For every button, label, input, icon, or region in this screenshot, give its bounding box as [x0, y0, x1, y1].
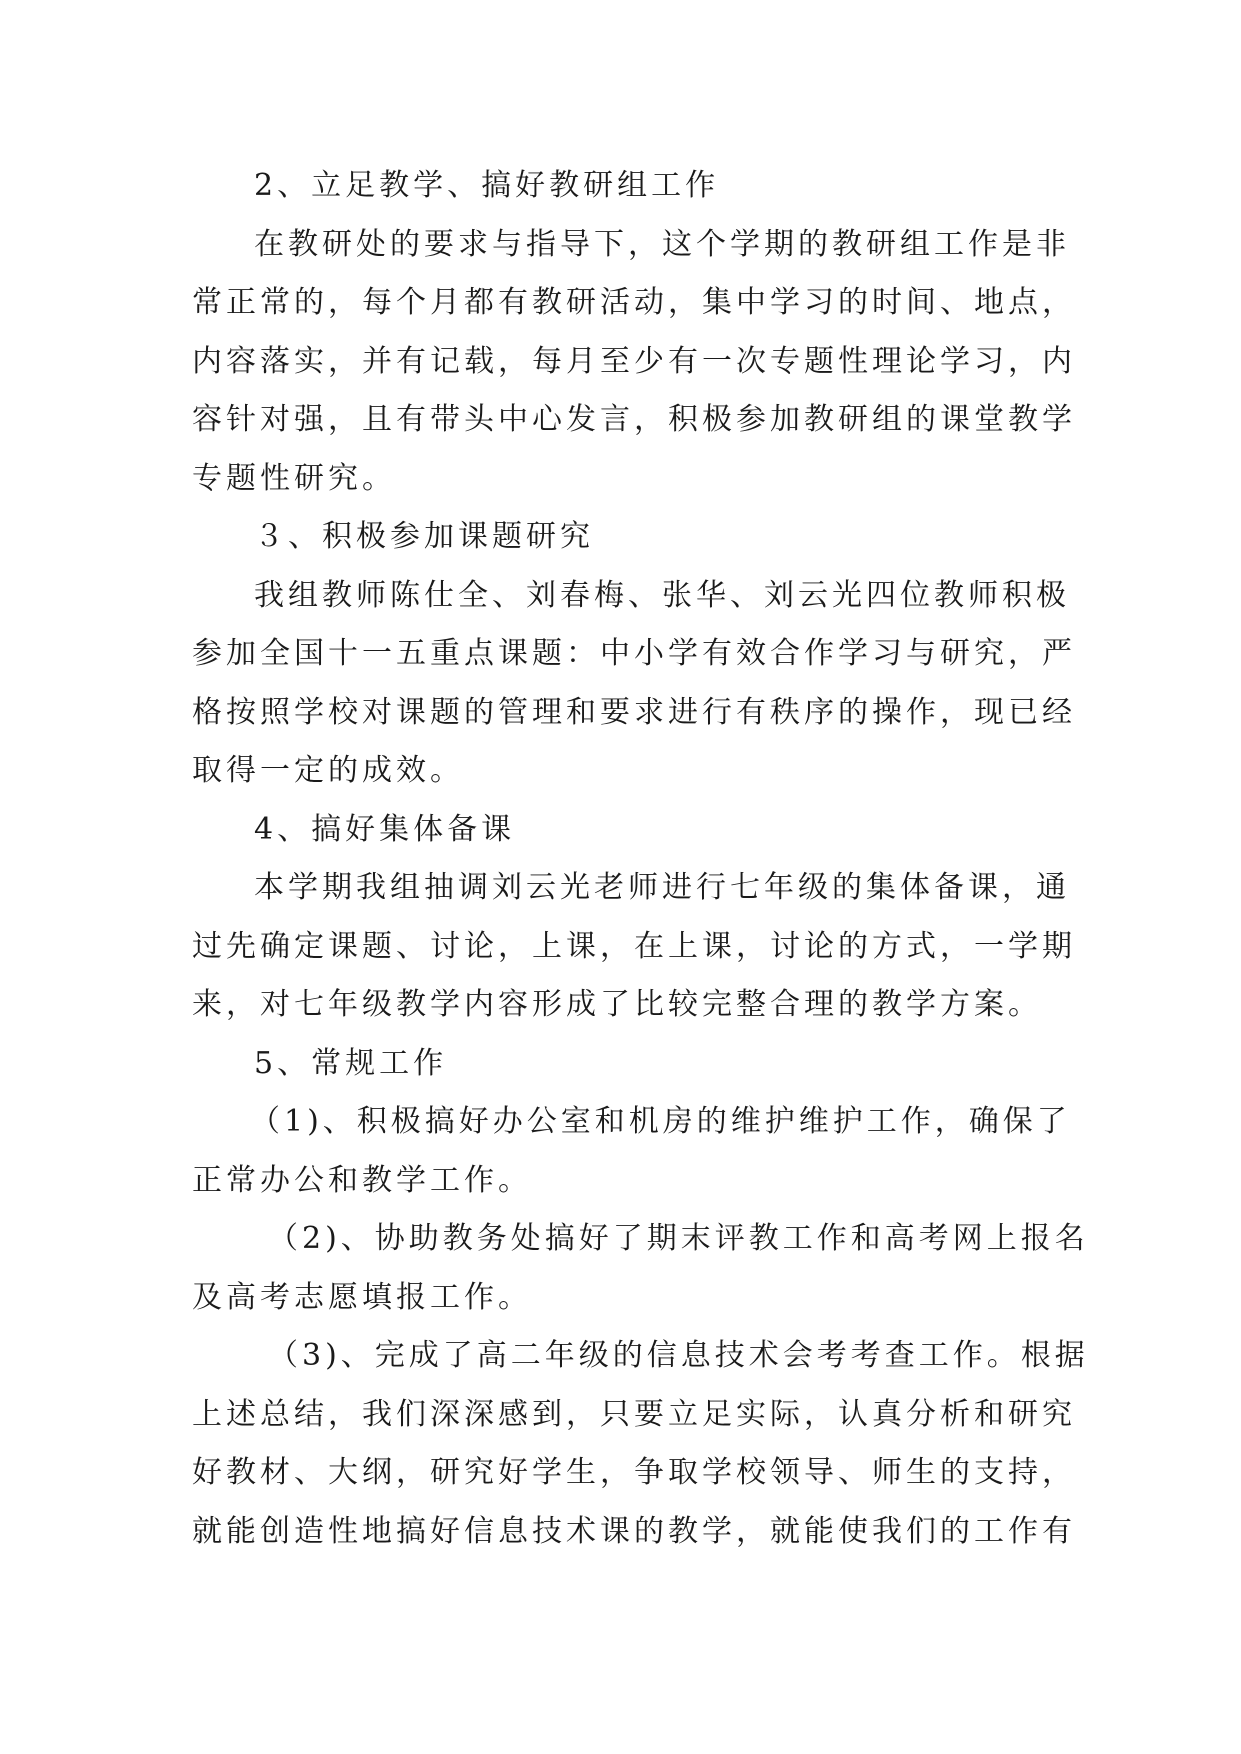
- list-item-3: （3)、完成了高二年级的信息技术会考考查工作。根据: [268, 1338, 1089, 1373]
- paragraph-line: 在教研处的要求与指导下，这个学期的教研组工作是非: [254, 226, 1070, 262]
- paragraph-line: 容针对强，且有带头中心发言，积极参加教研组的课堂教学: [192, 402, 1076, 437]
- paragraph-line: 就能创造性地搞好信息技术课的教学，就能使我们的工作有: [192, 1513, 1076, 1549]
- paragraph-line: 取得一定的成效。: [192, 753, 464, 788]
- paragraph-line: 内容落实，并有记载，每月至少有一次专题性理论学习，内: [192, 343, 1076, 379]
- section-heading-5: 5、常规工作: [254, 1045, 448, 1081]
- list-item-1: （1)、积极搞好办公室和机房的维护维护工作，确保了: [250, 1104, 1071, 1139]
- paragraph-line: 过先确定课题、讨论，上课，在上课，讨论的方式，一学期: [192, 928, 1076, 964]
- paragraph-line: 专题性研究。: [192, 460, 396, 496]
- paragraph-line: 上述总结，我们深深感到，只要立足实际，认真分析和研究: [192, 1396, 1076, 1432]
- paragraph-line: 常正常的，每个月都有教研活动，集中学习的时间、地点，: [192, 285, 1076, 320]
- paragraph-line: 好教材、大纲，研究好学生，争取学校领导、师生的支持，: [192, 1455, 1076, 1490]
- paragraph-line: 正常办公和教学工作。: [192, 1162, 532, 1198]
- paragraph-line: 格按照学校对课题的管理和要求进行有秩序的操作，现已经: [192, 694, 1076, 730]
- section-heading-3: ３、积极参加课题研究: [254, 519, 594, 554]
- paragraph-line: 及高考志愿填报工作。: [192, 1279, 532, 1315]
- section-heading-2: 2、立足教学、搞好教研组工作: [254, 168, 720, 203]
- paragraph-line: 我组教师陈仕全、刘春梅、张华、刘云光四位教师积极: [254, 577, 1070, 613]
- section-heading-4: 4、搞好集体备课: [254, 811, 516, 847]
- paragraph-line: 本学期我组抽调刘云光老师进行七年级的集体备课，通: [254, 870, 1070, 905]
- list-item-2: （2)、协助教务处搞好了期末评教工作和高考网上报名: [268, 1221, 1089, 1256]
- paragraph-line: 参加全国十一五重点课题：中小学有效合作学习与研究，严: [192, 636, 1076, 671]
- document-body: [192, 157, 1089, 1561]
- paragraph-line: 来，对七年级教学内容形成了比较完整合理的教学方案。: [192, 987, 1042, 1022]
